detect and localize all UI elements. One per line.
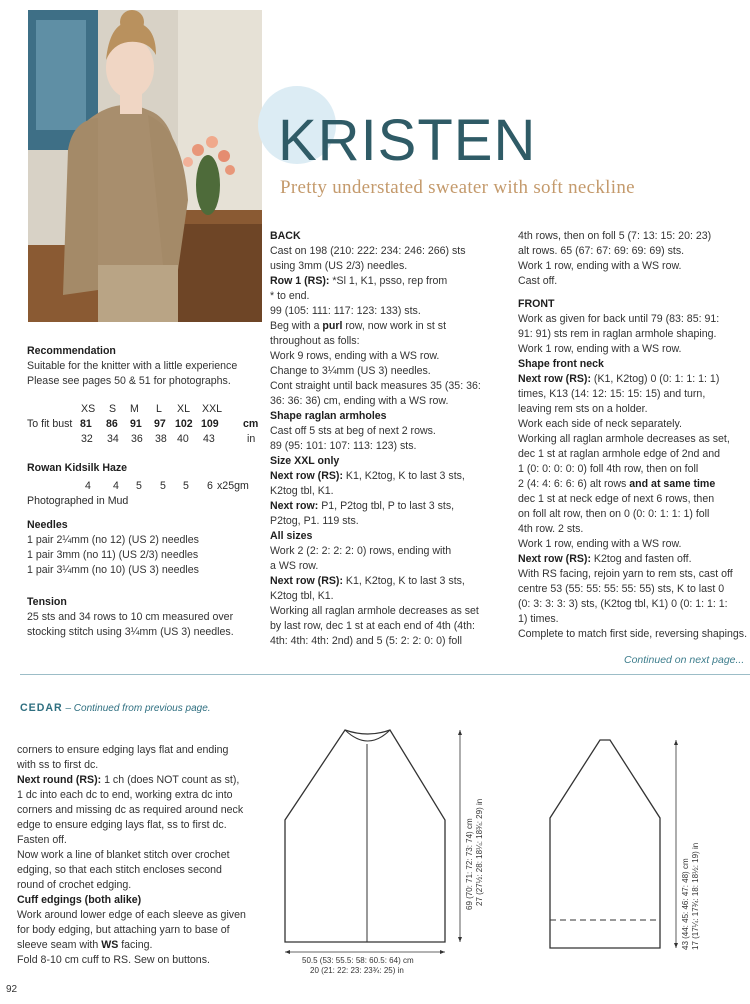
row-text: P1, P2tog tbl, P to last 3 sts, xyxy=(318,500,455,512)
pattern-subtitle: Pretty understated sweater with soft neckline xyxy=(280,177,635,198)
row-label: Next row: xyxy=(270,500,319,512)
yarn-amount: 6 xyxy=(207,480,213,492)
bust-in: 38 xyxy=(155,433,167,445)
text-line: centre 53 (55: 55: 55: 55: 55) sts, K to last 0 xyxy=(518,583,725,595)
back-instructions xyxy=(270,229,508,649)
size-label: XS xyxy=(81,403,96,415)
bust-in: 32 xyxy=(81,433,93,445)
section-divider xyxy=(20,674,750,675)
bust-cm: 109 xyxy=(201,418,219,430)
cedar-dash: – xyxy=(62,703,74,714)
text-line xyxy=(270,499,508,514)
text-line: 1 dc into each dc to end, working extra dc into xyxy=(17,789,233,801)
page-number: 92 xyxy=(6,984,18,995)
text-line: 1 (0: 0: 0: 0: 0) foll 4th row, then on foll xyxy=(518,463,699,475)
yarn-amount: 5 xyxy=(183,480,189,492)
text-part: row, now work in st st xyxy=(342,320,447,332)
text-line xyxy=(270,319,508,334)
subheading: All sizes xyxy=(270,530,313,542)
yarn-heading: Rowan Kidsilk Haze xyxy=(27,462,128,474)
subheading: Size XXL only xyxy=(270,455,340,467)
bust-cm: 102 xyxy=(175,418,193,430)
text-line: throughout as folls: xyxy=(270,335,360,347)
text-line: 1) times. xyxy=(518,613,559,625)
row-label: Next row (RS): xyxy=(270,575,343,587)
row-text: K1, K2tog, K to last 3 sts, xyxy=(342,575,465,587)
text-line: K2tog tbl, K1. xyxy=(270,590,334,602)
text-line xyxy=(17,773,267,788)
needle-line: 1 pair 2¼mm (no 12) (US 2) needles xyxy=(27,534,199,546)
size-label: XXL xyxy=(202,403,223,415)
sleeve-outline xyxy=(550,740,660,948)
text-line: 36: 36: 36) cm, ending with a WS row. xyxy=(270,395,449,407)
text-line: Work as given for back until 79 (83: 85: 91: xyxy=(518,313,720,325)
width-in-label: 20 (21: 22: 23: 23¾: 25) in xyxy=(310,966,404,975)
tension-heading: Tension xyxy=(27,596,67,608)
yarn-amount: 4 xyxy=(85,480,91,492)
text-line: With RS facing, rejoin yarn to rem sts, cast off xyxy=(518,568,733,580)
subheading: Shape front neck xyxy=(518,358,604,370)
needles-section xyxy=(27,518,259,578)
tension-line: stocking stitch using 3¼mm (US 3) needles. xyxy=(27,626,234,638)
text-part-bold: and at same time xyxy=(629,478,716,490)
size-table xyxy=(27,402,259,447)
size-labels-row xyxy=(27,402,259,417)
pattern-title: KRISTEN xyxy=(278,108,537,173)
text-line: Work 2 (2: 2: 2: 2: 0) rows, ending with xyxy=(270,545,452,557)
text-line: using 3mm (US 2/3) needles. xyxy=(270,260,408,272)
size-label: M xyxy=(130,403,139,415)
text-line xyxy=(17,938,267,953)
text-part: sleeve seam with xyxy=(17,939,102,951)
bust-cm-row xyxy=(27,417,259,432)
text-line: 89 (95: 101: 107: 113: 123) sts. xyxy=(270,440,417,452)
continued-next-link[interactable]: Continued on next page... xyxy=(624,654,745,666)
text-line xyxy=(270,274,508,289)
subheading: Cuff edgings (both alike) xyxy=(17,894,142,906)
row-text: *Sl 1, K1, psso, rep from xyxy=(329,275,448,287)
length-in-label: 27 (27½: 28: 18¼: 18¾: 29) in xyxy=(475,798,484,906)
text-line: Working all raglan armhole decreases as set xyxy=(270,605,479,617)
row-text: K1, K2tog, K to last 3 sts, xyxy=(342,470,465,482)
text-line: Work 1 row, ending with a WS row. xyxy=(518,343,682,355)
text-line: times, K13 (14: 12: 15: 15: 15) and turn, xyxy=(518,388,706,400)
text-line: Fold 8-10 cm cuff to RS. Sew on buttons. xyxy=(17,954,210,966)
bust-cm: 86 xyxy=(106,418,118,430)
photographed-in: Photographed in Mud xyxy=(27,495,129,507)
text-line: 4th: 4th: 4th: 2nd) and 5 (5: 2: 2: 0: 0) foll xyxy=(270,635,462,647)
yarn-unit: x25gm xyxy=(217,480,249,492)
text-line: round of crochet edging. xyxy=(17,879,132,891)
text-line: 4th rows, then on foll 5 (7: 13: 15: 20: 23) xyxy=(518,230,712,242)
text-line: Cast off 5 sts at beg of next 2 rows. xyxy=(270,425,436,437)
bust-cm: 91 xyxy=(130,418,142,430)
size-label: S xyxy=(109,403,117,415)
sleeve-in-label: 17 (17¼: 17¾: 18: 18½: 19) in xyxy=(691,842,700,950)
text-part: Beg with a xyxy=(270,320,323,332)
text-line: 91: 91) sts rem in raglan armhole shaping. xyxy=(518,328,717,340)
row-label: Next row (RS): xyxy=(518,373,591,385)
text-line: P2tog, P1. 119 sts. xyxy=(270,515,359,527)
text-line: 99 (105: 111: 117: 123: 133) sts. xyxy=(270,305,421,317)
size-label: XL xyxy=(177,403,190,415)
spacer xyxy=(518,289,750,297)
yarn-amounts-row xyxy=(27,479,259,494)
cedar-title: CEDAR xyxy=(20,702,63,714)
text-line: Work around lower edge of each sleeve as given xyxy=(17,909,246,921)
fit-label: To fit bust xyxy=(27,418,73,430)
text-line: Fasten off. xyxy=(17,834,67,846)
text-line: Complete to match first side, reversing shapings. xyxy=(518,628,748,640)
row-label: Next row (RS): xyxy=(270,470,343,482)
text-line: edge to ensure edging lays flat, ss to first dc. xyxy=(17,819,227,831)
row-label: Row 1 (RS): xyxy=(270,275,330,287)
text-line xyxy=(270,574,508,589)
text-part: facing. xyxy=(118,939,153,951)
recommendation-section xyxy=(27,344,259,389)
tension-line: 25 sts and 34 rows to 10 cm measured over xyxy=(27,611,234,623)
back-heading: BACK xyxy=(270,230,301,242)
yarn-amount: 4 xyxy=(113,480,119,492)
text-line: K2tog tbl, K1. xyxy=(270,485,334,497)
text-line: Work each side of neck separately. xyxy=(518,418,682,430)
text-line xyxy=(518,552,750,567)
yarn-amount: 5 xyxy=(136,480,142,492)
front-heading: FRONT xyxy=(518,298,555,310)
bust-cm: 97 xyxy=(154,418,166,430)
cedar-header xyxy=(20,702,211,714)
text-line: by last row, dec 1 st at each end of 4th (4th: xyxy=(270,620,475,632)
tension-section xyxy=(27,595,259,640)
text-line: Now work a line of blanket stitch over crochet xyxy=(17,849,230,861)
text-part-bold: purl xyxy=(322,320,343,332)
text-line: a WS row. xyxy=(270,560,319,572)
row-label: Next row (RS): xyxy=(518,553,591,565)
text-line: Cast off. xyxy=(518,275,558,287)
text-line: dec 1 st at neck edge of next 6 rows, then xyxy=(518,493,715,505)
text-line: Work 9 rows, ending with a WS row. xyxy=(270,350,440,362)
bust-cm: 81 xyxy=(80,418,92,430)
needles-heading: Needles xyxy=(27,519,68,531)
text-line: corners and missing dc as required around neck xyxy=(17,804,244,816)
text-line: 4th row. 2 sts. xyxy=(518,523,584,535)
row-text: K2tog and fasten off. xyxy=(590,553,692,565)
text-line: dec 1 st at raglan armhole edge of 2nd and xyxy=(518,448,721,460)
needle-line: 1 pair 3mm (no 11) (US 2/3) needles xyxy=(27,549,199,561)
recommendation-line: Please see pages 50 & 51 for photographs. xyxy=(27,375,231,387)
garment-schematic xyxy=(270,710,740,990)
text-line: Change to 3¼mm (US 3) needles. xyxy=(270,365,431,377)
bust-in: 43 xyxy=(203,433,215,445)
needle-line: 1 pair 3¼mm (no 10) (US 3) needles xyxy=(27,564,199,576)
cedar-continued: Continued from previous page. xyxy=(73,703,211,714)
subheading: Shape raglan armholes xyxy=(270,410,387,422)
text-line: with ss to first dc. xyxy=(17,759,99,771)
text-line: Cont straight until back measures 35 (35: 36: xyxy=(270,380,481,392)
size-label: L xyxy=(156,403,162,415)
text-line xyxy=(518,372,750,387)
text-line: (0: 3: 3: 3: 3) sts, (K2tog tbl, K1) 0 (0: 1: 1: 1: xyxy=(518,598,728,610)
text-line: Work 1 row, ending with a WS row. xyxy=(518,538,682,550)
recommendation-line: Suitable for the knitter with a little experience xyxy=(27,360,238,372)
text-line: Cast on 198 (210: 222: 234: 246: 266) sts xyxy=(270,245,466,257)
text-line: edging, so that each stitch encloses second xyxy=(17,864,222,876)
row-label: Next round (RS): xyxy=(17,774,102,786)
recommendation-heading: Recommendation xyxy=(27,345,116,357)
model-photo xyxy=(28,10,262,322)
yarn-section xyxy=(27,461,259,509)
text-line: * to end. xyxy=(270,290,310,302)
row-text: (K1, K2tog) 0 (0: 1: 1: 1: 1) xyxy=(590,373,720,385)
body-outline xyxy=(285,730,445,942)
text-line xyxy=(270,469,508,484)
text-line: on foll alt row, then on 0 (0: 0: 1: 1: 1) foll xyxy=(518,508,710,520)
length-cm-label: 69 (70: 71: 72: 73: 74) cm xyxy=(465,818,474,910)
text-part: 2 (4: 4: 6: 6: 6) alt rows xyxy=(518,478,630,490)
text-line: Working all raglan armhole decreases as set, xyxy=(518,433,730,445)
bust-in: 40 xyxy=(177,433,189,445)
cm-unit: cm xyxy=(243,418,259,430)
front-instructions xyxy=(518,229,750,642)
text-part-bold: WS xyxy=(101,939,119,951)
bust-in: 36 xyxy=(131,433,143,445)
row-text: 1 ch (does NOT count as st), xyxy=(101,774,240,786)
in-unit: in xyxy=(247,433,256,445)
text-line: for body edging, but attaching yarn to base of xyxy=(17,924,230,936)
bust-in-row xyxy=(27,432,259,447)
width-cm-label: 50.5 (53: 55.5: 58: 60.5: 64) cm xyxy=(302,956,414,965)
text-line xyxy=(518,477,750,492)
text-line: leaving rem sts on a holder. xyxy=(518,403,648,415)
sleeve-cm-label: 43 (44: 45: 46: 47: 48) cm xyxy=(681,858,690,950)
yarn-amount: 5 xyxy=(160,480,166,492)
text-line: corners to ensure edging lays flat and ending xyxy=(17,744,229,756)
bust-in: 34 xyxy=(107,433,119,445)
text-line: alt rows. 65 (67: 67: 69: 69: 69) sts. xyxy=(518,245,685,257)
cedar-instructions xyxy=(17,743,267,968)
text-line: Work 1 row, ending with a WS row. xyxy=(518,260,682,272)
